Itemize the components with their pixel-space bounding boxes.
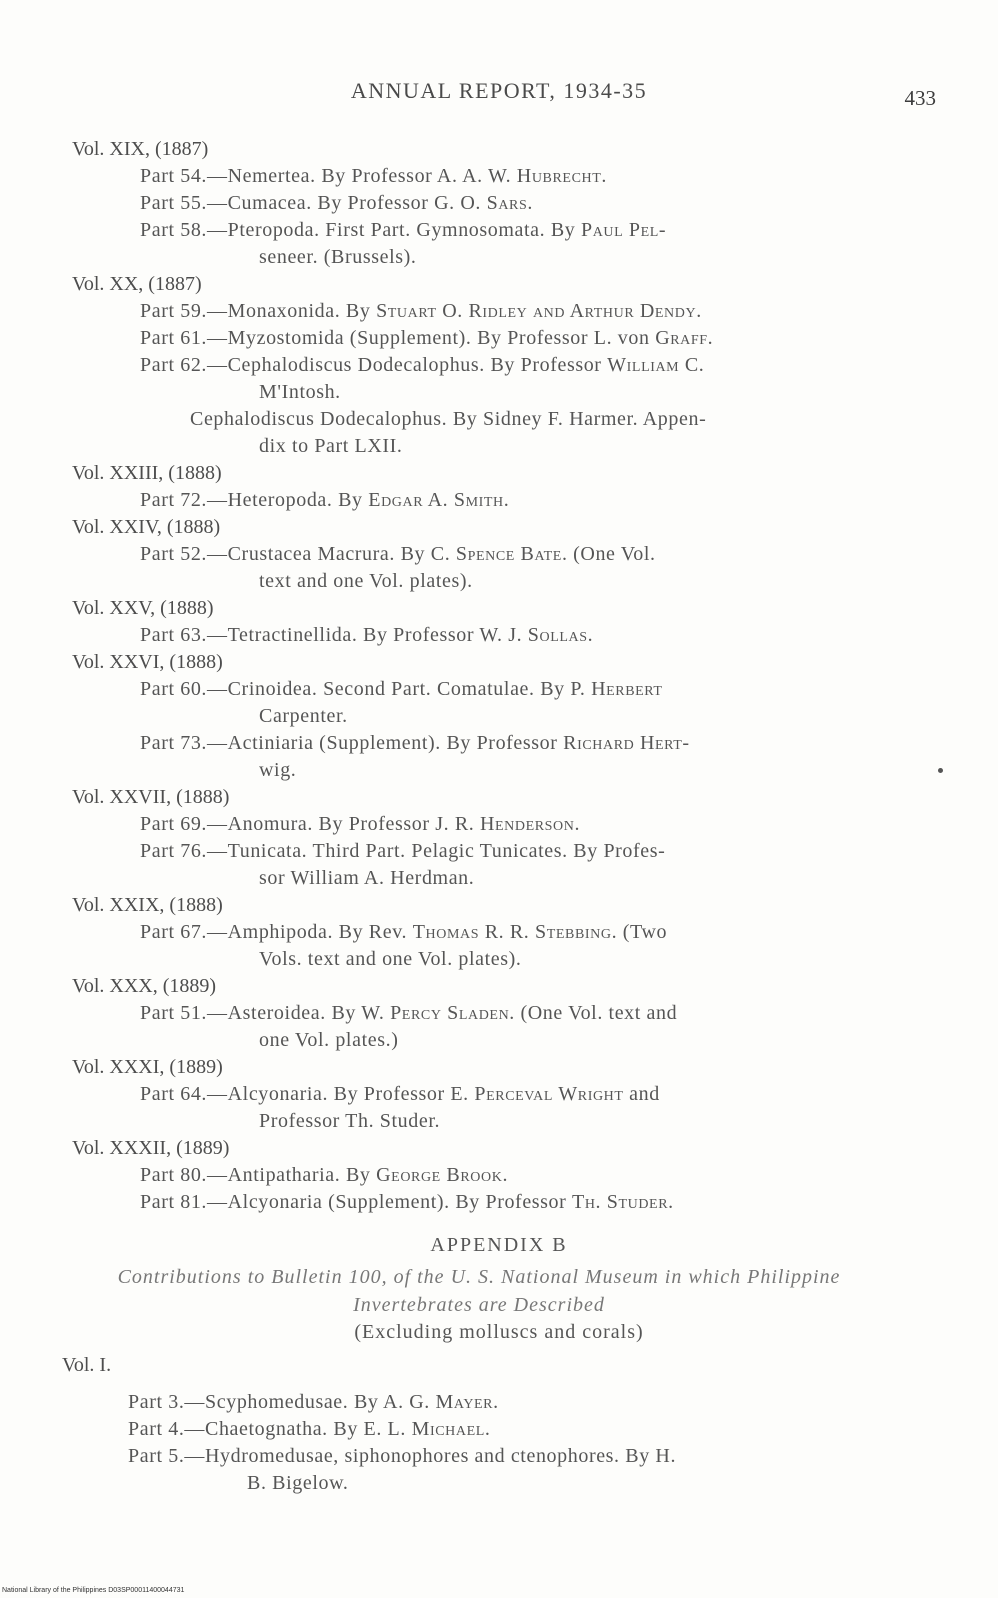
part-text-after: . (587, 624, 594, 646)
part-text-after: . (503, 489, 510, 511)
part-author: Henderson (479, 813, 575, 835)
part-entry (140, 487, 910, 514)
part-continuation: seneer. (Brussels). (259, 246, 417, 268)
part-text-after: . (668, 1191, 674, 1213)
part-entry (140, 163, 910, 190)
volume-block (0, 784, 998, 892)
part-entry (140, 1081, 910, 1135)
volume-list (0, 136, 998, 1216)
part-entry (140, 190, 910, 217)
part-continuation: M'Intosh. (259, 381, 341, 403)
part-entry (140, 622, 910, 649)
volume-label: Vol. XXIV, (1888) (72, 516, 221, 538)
part-text: Part 72.—Heteropoda. By (140, 489, 369, 511)
volume-block (0, 514, 998, 595)
part-text: Part 4.—Chaetognatha. By E. L. (128, 1418, 412, 1440)
part-author: Hubrecht (516, 165, 602, 187)
part-entry (140, 217, 910, 271)
part-author: George Brook (376, 1164, 503, 1186)
part-entry (140, 298, 910, 325)
part-text-after: . (707, 327, 714, 349)
part-text: Part 52.—Crustacea Macrura. By (140, 543, 431, 565)
volume-block (0, 892, 998, 973)
part-entry (140, 919, 910, 973)
part-continuation: B. Bigelow. (247, 1472, 349, 1494)
part-text: Part 69.—Anomura. By Professor J. R. (140, 813, 480, 835)
part-entry (140, 1189, 910, 1216)
part-entry (140, 838, 910, 892)
part-author: Thomas R. R. Stebbing (412, 921, 612, 943)
appendix-heading: APPENDIX B (430, 1234, 568, 1256)
part-author: Paul Pel- (581, 219, 667, 241)
part-author: Edgar A. Smith (368, 489, 504, 511)
volume-label: Vol. XXXII, (1889) (72, 1137, 230, 1159)
part-text: Part 59.—Monaxonida. By (140, 300, 377, 322)
part-entry (140, 352, 910, 406)
part-text-after: . (One Vol. text and (509, 1002, 678, 1024)
volume-label: Vol. XXV, (1888) (72, 597, 214, 619)
part-text-after: . (484, 1418, 491, 1440)
appendix-title: Contributions to Bulletin 100, of the U. S. National Museum in which Philippine Invertebrates are Described (117, 1266, 841, 1316)
part-entry (140, 541, 910, 595)
part-text: Part 58.—Pteropoda. First Part. Gymnosomata. By (140, 219, 581, 241)
part-entry (140, 730, 910, 784)
part-author: C. Spence Bate (430, 543, 562, 565)
part-author: Stuart O. Ridley and Arthur Dendy (376, 300, 697, 322)
part-text-after: . (696, 300, 702, 322)
part-entry (128, 1443, 898, 1497)
part-author: Th. Studer (572, 1191, 669, 1213)
appendix-entry-text: Cephalodiscus Dodecalophus. By Sidney F. Harmer. Appen- (190, 408, 707, 430)
part-text: Part 73.—Actiniaria (Supplement). By Professor (140, 732, 564, 754)
part-text-after: . (527, 192, 533, 214)
part-text-after: and (623, 1083, 660, 1105)
running-head: ANNUAL REPORT, 1934-35 (350, 78, 648, 103)
part-author: Graff (655, 327, 708, 349)
volume-block (0, 973, 998, 1054)
part-text: Part 3.—Scyphomedusae. By A. G. (128, 1391, 436, 1413)
volume-label: Vol. XXVI, (1888) (72, 651, 223, 673)
part-text: Part 81.—Alcyonaria (Supplement). By Professor (140, 1191, 573, 1213)
part-text: Part 55.—Cumacea. By Professor G. O. (140, 192, 487, 214)
part-author: Sars (486, 192, 528, 214)
part-text: Part 62.—Cephalodiscus Dodecalophus. By Professor (140, 354, 608, 376)
part-text-after: . (Two (611, 921, 668, 943)
appendix-entry-continuation: dix to Part LXII. (259, 435, 403, 457)
volume-block (0, 136, 998, 271)
part-text: Part 80.—Antipatharia. By (140, 1164, 377, 1186)
volume-block (0, 271, 998, 460)
part-text-after: . (601, 165, 607, 187)
part-entry (140, 325, 910, 352)
part-text: Part 5.—Hydromedusae, siphonophores and ctenophores. By H. (128, 1445, 677, 1467)
volume-label: Vol. XIX, (1887) (72, 138, 209, 160)
part-text: Part 63.—Tetractinellida. By Professor W. J. (140, 624, 528, 646)
part-text: Part 76.—Tunicata. Third Part. Pelagic Tunicates. By Profes- (140, 840, 666, 862)
appendix-parts (0, 1389, 998, 1497)
part-continuation: Carpenter. (259, 705, 348, 727)
part-text-after: . (502, 1164, 509, 1186)
page-speck (938, 768, 943, 773)
part-text: Part 51.—Asteroidea. By W. (140, 1002, 391, 1024)
part-entry (140, 811, 910, 838)
part-entry (140, 1162, 910, 1189)
volume-label: Vol. XXVII, (1888) (72, 786, 230, 808)
part-continuation: wig. (259, 759, 297, 781)
scan-credit: National Library of the Philippines D03SP00011400044731 (2, 1587, 185, 1594)
part-author: Michael (411, 1418, 485, 1440)
part-continuation: one Vol. plates.) (259, 1029, 399, 1051)
part-entry (128, 1416, 898, 1443)
part-text-after: . (493, 1391, 499, 1413)
volume-label: Vol. XXX, (1889) (72, 975, 217, 997)
part-text: Part 54.—Nemertea. By Professor A. A. W. (140, 165, 517, 187)
appendix-note: (Excluding molluscs and corals) (354, 1321, 644, 1343)
appendix-volume-label: Vol. I. (62, 1354, 112, 1376)
part-entry (140, 1000, 910, 1054)
part-text: Part 60.—Crinoidea. Second Part. Comatulae. By P. (140, 678, 592, 700)
part-entry (140, 676, 910, 730)
appendix-section (0, 1234, 998, 1497)
part-author: Richard Hert- (563, 732, 690, 754)
part-entry (128, 1389, 898, 1416)
appendix-entry (190, 406, 910, 460)
part-author: Herbert (591, 678, 663, 700)
part-author: Perceval Wright (474, 1083, 624, 1105)
part-text: Part 61.—Myzostomida (Supplement). By Professor L. von (140, 327, 656, 349)
part-continuation: sor William A. Herdman. (259, 867, 475, 889)
volume-label: Vol. XXIX, (1888) (72, 894, 223, 916)
part-text: Part 67.—Amphipoda. By Rev. (140, 921, 413, 943)
part-author: Mayer (435, 1391, 494, 1413)
part-author: Percy Sladen (390, 1002, 510, 1024)
volume-label: Vol. XXIII, (1888) (72, 462, 222, 484)
volume-block (0, 1054, 998, 1135)
part-text-after: . (One Vol. (561, 543, 656, 565)
part-author: Sollas (527, 624, 588, 646)
volume-block (0, 1135, 998, 1216)
volume-label: Vol. XX, (1887) (72, 273, 202, 295)
volume-block (0, 595, 998, 649)
part-text-after: . (574, 813, 581, 835)
appendix-list (0, 1352, 998, 1497)
part-continuation: Vols. text and one Vol. plates). (259, 948, 522, 970)
part-text: Part 64.—Alcyonaria. By Professor E. (140, 1083, 475, 1105)
document-body (0, 136, 998, 1497)
part-continuation: text and one Vol. plates). (259, 570, 473, 592)
volume-block (0, 460, 998, 514)
part-author: William C. (607, 354, 705, 376)
part-continuation: Professor Th. Studer. (259, 1110, 441, 1132)
volume-block (0, 649, 998, 784)
volume-label: Vol. XXXI, (1889) (72, 1056, 223, 1078)
page-number: 433 (904, 86, 936, 110)
